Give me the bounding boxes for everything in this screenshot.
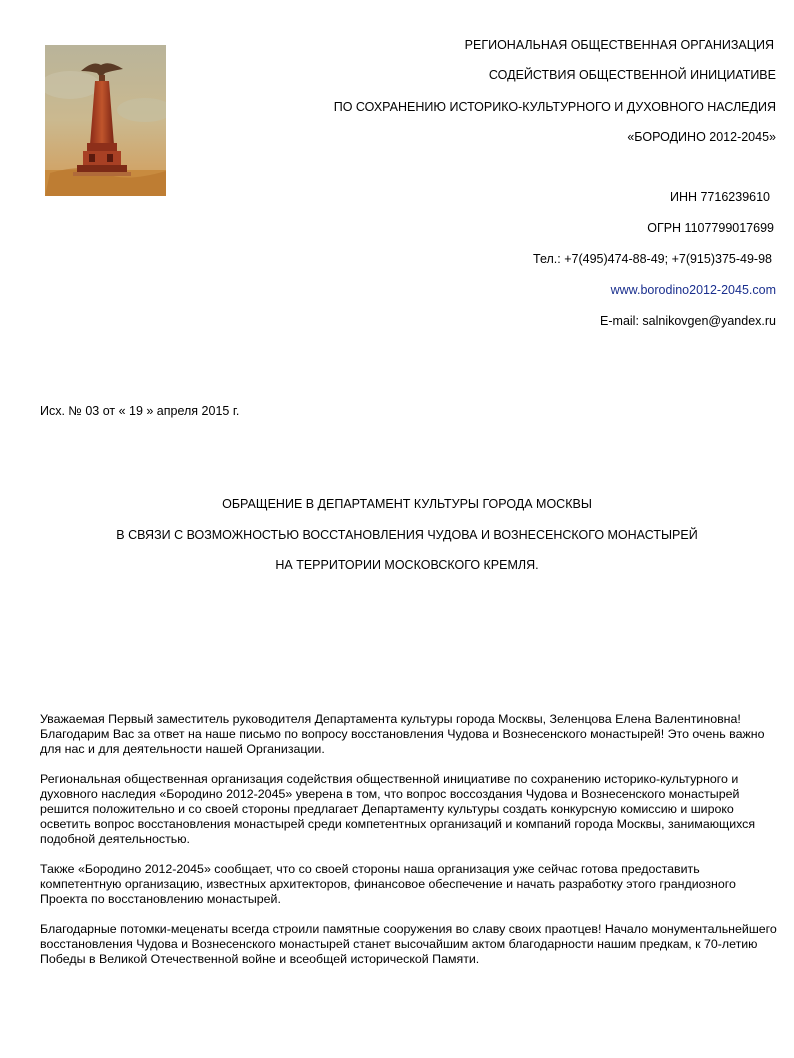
- org-name-line-2: СОДЕЙСТВИЯ ОБЩЕСТВЕННОЙ ИНИЦИАТИВЕ: [488, 68, 776, 82]
- letter-body: [40, 712, 780, 982]
- paragraph-proposal: Региональная общественная организация содействия общественной инициативе по сохранению историко-культурного и духовного наследия «Бородино 2012-2045» уверена в том, что вопрос воссоздания Чудова и Вознесенского монастырей решится положительно и со своей стороны предлагает Департаменту культуры создать конкурсную комиссию и широко осветить вопрос восстановления монастырей среди компетентных организаций и компаний города Москвы, занимающихся подобной деятельностью.: [40, 772, 756, 846]
- org-name-line-1: РЕГИОНАЛЬНАЯ ОБЩЕСТВЕННАЯ ОРГАНИЗАЦИЯ: [464, 38, 774, 52]
- document-title-line-2: В СВЯЗИ С ВОЗМОЖНОСТЬЮ ВОССТАНОВЛЕНИЯ ЧУДОВА И ВОЗНЕСЕНСКОГО МОНАСТЫРЕЙ: [116, 528, 698, 542]
- ogrn-number: ОГРН 1107799017699: [647, 221, 774, 235]
- website-link[interactable]: www.borodino2012-2045.com: [610, 283, 776, 297]
- document-title-line-3: НА ТЕРРИТОРИИ МОСКОВСКОГО КРЕМЛЯ.: [275, 558, 539, 572]
- email-address[interactable]: E-mail: salnikovgen@yandex.ru: [600, 314, 776, 328]
- paragraph-closing: Благодарные потомки-меценаты всегда строили памятные сооружения во славу своих праотцев! Начало монументальнейшего восстановления Чудова и Вознесенского монастырей станет высочайшим актом благодарности нашим предкам, к 70-летию Победы в Великой Отечественной войне и всеобщей исторической Памяти.: [40, 922, 777, 966]
- inn-number: ИНН 7716239610: [669, 190, 770, 204]
- org-name-line-4: «БОРОДИНО 2012-2045»: [627, 130, 776, 144]
- phone-numbers: Тел.: +7(495)474-88-49; +7(915)375-49-98: [533, 252, 772, 266]
- document-title-line-1: ОБРАЩЕНИЕ В ДЕПАРТАМЕНТ КУЛЬТУРЫ ГОРОДА МОСКВЫ: [222, 497, 592, 511]
- org-name-line-3: ПО СОХРАНЕНИЮ ИСТОРИКО-КУЛЬТУРНОГО И ДУХОВНОГО НАСЛЕДИЯ: [333, 100, 776, 114]
- paragraph-greeting: Уважаемая Первый заместитель руководителя Департамента культуры города Москвы, Зеленцова Елена Валентиновна! Благодарим Вас за ответ на наше письмо по вопросу восстановления Чудова и Вознесенского монастырей! Это очень важно для нас и для деятельности нашей Организации.: [40, 712, 765, 756]
- borodino-monument-icon: [45, 45, 166, 196]
- outgoing-reference: Исх. № 03 от « 19 » апреля 2015 г.: [40, 404, 240, 418]
- paragraph-readiness: Также «Бородино 2012-2045» сообщает, что со своей стороны наша организация уже сейчас готова предоставить компетентную организацию, известных архитекторов, финансовое обеспечение и начать разработку этого грандиозного Проекта по восстановлению монастырей.: [40, 862, 736, 906]
- organization-logo: [45, 45, 166, 196]
